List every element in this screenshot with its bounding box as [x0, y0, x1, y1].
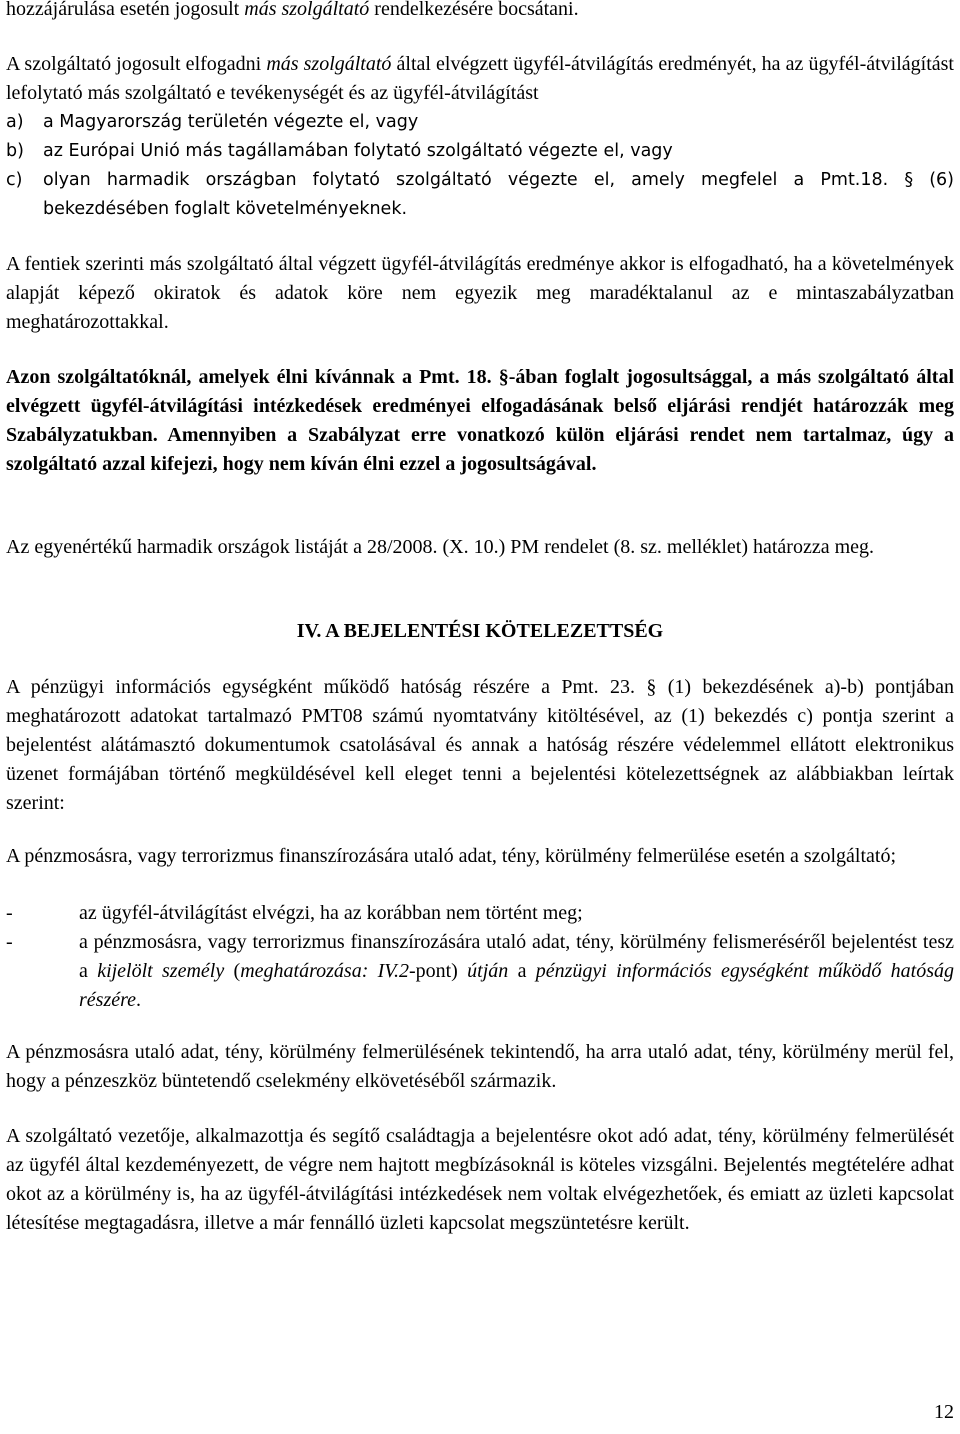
list-text: a Magyarország területén végezte el, vagy: [43, 112, 419, 132]
paragraph-suspicion-definition: A pénzmosásra utaló adat, tény, körülmény felmerülésének tekintendő, ha arra utaló adat, tény, körülmény merül fel, hogy a pénzeszköz büntetendő cselekmény elkövetéséből származik.: [6, 1041, 954, 1092]
dash-item-1: [6, 899, 954, 928]
paragraph-bold-notice: Azon szolgáltatóknál, amelyek élni kívánnak a Pmt. 18. §-ában foglalt jogosultsággal, a más szolgáltató által elvégzett ügyfél-átvilágítási intézkedések eredményei elfogadásának belső eljárási rendjét határozzák meg Szabályzatukban. Amennyiben a Szabályzat erre vonatkozó külön eljárási rendet nem tartalmaz, úgy a szolgáltató azzal kifejezi, hogy nem kíván élni ezzel a jogosultságával.: [6, 366, 954, 475]
list-label: b): [6, 141, 24, 161]
emphasis-text: pénzügyi információs egységként működő hatóság részére: [79, 960, 954, 1011]
list-text: olyan harmadik országban folytató szolgáltató végezte el, amely megfelel a Pmt.18. § (6) bekezdésében foglalt követelményeknek.: [43, 170, 954, 219]
text-run: A szolgáltató jogosult elfogadni: [6, 53, 267, 75]
emphasis-text: más szolgáltató: [266, 53, 392, 75]
section-heading: IV. A BEJELENTÉSI KÖTELEZETTSÉG: [296, 620, 664, 642]
list-item-a: [6, 108, 954, 137]
list-item-b: [6, 137, 954, 166]
dash-item-2: [6, 928, 954, 1015]
paragraph-equivalent-countries: Az egyenértékű harmadik országok listáját a 28/2008. (X. 10.) PM rendelet (8. sz. melléklet) határozza meg.: [6, 536, 875, 558]
dash-text: az ügyfél-átvilágítást elvégzi, ha az korábban nem történt meg;: [79, 902, 583, 924]
emphasis-text: meghatározása: IV.2: [240, 960, 409, 982]
page-number: 12: [934, 1401, 954, 1423]
paragraph-conditions: A fentiek szerinti más szolgáltató által végzett ügyfél-átvilágítás eredménye akkor is elfogadható, ha a követelmények alapját képező okiratok és adatok köre nem egyezik meg maradéktalanul az e mintaszabályzatban meghatározottakkal.: [6, 253, 954, 333]
paragraph-accept-results: [6, 50, 954, 108]
dash-text: a pénzmosásra, vagy terrorizmus finanszírozására utaló adat, tény, körülmény felismeréséről bejelentést tesz a: [79, 931, 954, 982]
text-run: (: [224, 960, 241, 982]
emphasis-text: útján: [467, 960, 509, 982]
paragraph-suspicion: A pénzmosásra, vagy terrorizmus finanszírozására utaló adat, tény, körülmény felmerülése esetén a szolgáltató;: [6, 845, 897, 867]
emphasis-text: más szolgáltató: [244, 0, 370, 20]
list-text: az Európai Unió más tagállamában folytató szolgáltató végezte el, vagy: [43, 141, 673, 161]
text-run: hozzájárulása esetén jogosult: [6, 0, 245, 20]
dash-list: [6, 899, 954, 1015]
text-run: a: [508, 960, 536, 982]
dash-bullet: -: [6, 902, 13, 924]
text-run: rendelkezésére bocsátani.: [369, 0, 579, 20]
text-run: által elvégzett ügyfél-átvilágítás eredményét, ha az ügyfél-átvilágítást lefolytató más szolgáltató e tevékenységét és az ügyfél-átvilágítást: [6, 53, 954, 104]
text-run: .: [136, 989, 142, 1011]
paragraph-continuation: [6, 0, 954, 24]
paragraph-duty-to-examine: A szolgáltató vezetője, alkalmazottja és segítő családtagja a bejelentésre okot adó adat, tény, körülmény felmerülését az ügyfél által kezdeményezett, de végre nem hajtott megbízásoknál is köteles vizsgálni. Bejelentés megtételére adhat okot az a körülmény is, ha az ügyfél-átvilágítási intézkedések nem voltak elvégezhetőek, és emiatt az üzleti kapcsolat létesítése megtagadásra, illetve a már fennálló üzleti kapcsolat megszüntetésre került.: [6, 1125, 954, 1234]
list-label: c): [6, 170, 23, 190]
list-item-c: [6, 166, 954, 224]
list-label: a): [6, 112, 24, 132]
condition-list: [6, 108, 954, 224]
text-run: -pont): [408, 960, 468, 982]
paragraph-reporting-duty: A pénzügyi információs egységként működő hatóság részére a Pmt. 23. § (1) bekezdésének a)-b) pontjában meghatározott adatokat tartalmazó PMT08 számú nyomtatvány kitöltésével, az (1) bekezdés c) pontja szerint a bejelentést alátámasztó dokumentumok csatolásával és annak a hatóság részére védelemmel ellátott elektronikus üzenet formájában történő megküldésével kell eleget tenni a bejelentési kötelezettségnek az alábbiakban leírtak szerint:: [6, 676, 954, 814]
emphasis-text: kijelölt személy: [97, 960, 225, 982]
dash-bullet: -: [6, 931, 13, 953]
